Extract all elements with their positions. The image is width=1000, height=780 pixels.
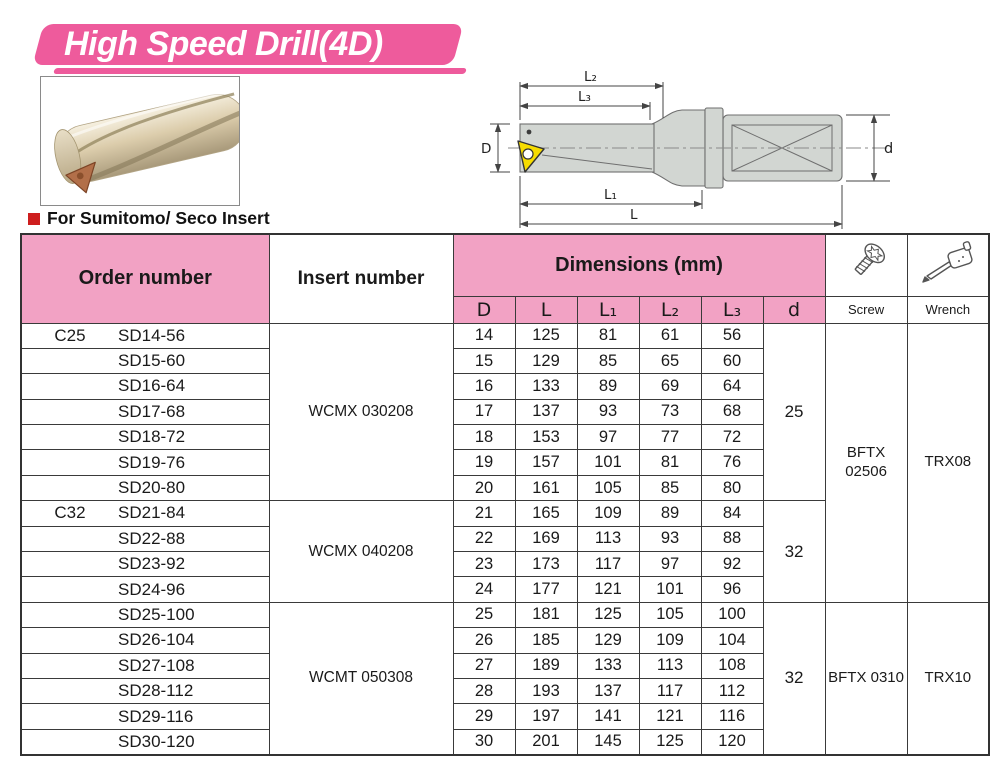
dim-cell: 161	[515, 475, 577, 500]
dim-cell: 120	[701, 729, 763, 754]
dim-cell: 14	[453, 323, 515, 348]
label-L3: L₃	[578, 89, 591, 105]
screw-label: Screw	[825, 296, 907, 323]
dim-cell: 96	[701, 577, 763, 602]
dim-cell: 113	[577, 526, 639, 551]
order-cell	[21, 450, 269, 475]
dim-cell: 20	[453, 475, 515, 500]
screw-icon-cell	[825, 234, 907, 296]
body-screw-dot	[527, 130, 532, 135]
screw-cell: BFTX 0310	[825, 602, 907, 754]
order-cell	[21, 348, 269, 373]
dim-cell: 101	[639, 577, 701, 602]
dim-cell: 73	[639, 399, 701, 424]
order-label: SD17-68	[118, 401, 186, 421]
col-header-L3: L₃	[701, 296, 763, 323]
dim-cell: 81	[639, 450, 701, 475]
order-label: SD14-56	[118, 325, 186, 345]
screw-icon	[840, 240, 892, 286]
order-label: SD21-84	[118, 503, 186, 523]
dim-cell: 125	[515, 323, 577, 348]
dim-cell: 104	[701, 628, 763, 653]
dim-cell: 117	[577, 552, 639, 577]
red-square-bullet-icon	[28, 213, 40, 225]
dim-cell: 93	[577, 399, 639, 424]
dim-cell: 21	[453, 501, 515, 526]
col-header-L2: L₂	[639, 296, 701, 323]
label-L1: L₁	[604, 187, 617, 203]
dim-cell: 133	[515, 374, 577, 399]
dim-cell: 109	[639, 628, 701, 653]
insert-number-header: Insert number	[269, 234, 453, 323]
order-label: SD19-76	[118, 452, 186, 472]
order-label: SD22-88	[118, 528, 186, 548]
dim-cell: 157	[515, 450, 577, 475]
dim-cell: 145	[577, 729, 639, 754]
order-cell	[21, 526, 269, 551]
dim-cell: 84	[701, 501, 763, 526]
dim-cell: 116	[701, 704, 763, 729]
order-label: SD27-108	[118, 655, 195, 675]
dim-cell: 189	[515, 653, 577, 678]
dim-cell: 117	[639, 678, 701, 703]
dimension-diagram	[480, 58, 1000, 230]
label-L2: L₂	[584, 69, 597, 85]
dim-cell: 93	[639, 526, 701, 551]
dim-cell: 29	[453, 704, 515, 729]
col-header-L: L	[515, 296, 577, 323]
order-label: SD20-80	[118, 478, 186, 498]
dim-cell: 89	[639, 501, 701, 526]
order-label: SD23-92	[118, 554, 186, 574]
order-cell	[21, 475, 269, 500]
order-label: SD28-112	[118, 681, 194, 701]
dim-cell: 153	[515, 425, 577, 450]
col-header-D: D	[453, 296, 515, 323]
dim-cell: 30	[453, 729, 515, 754]
dim-cell: 125	[639, 729, 701, 754]
order-cell	[21, 653, 269, 678]
dim-cell: 141	[577, 704, 639, 729]
wrench-cell: TRX08	[907, 323, 989, 602]
dim-cell: 81	[577, 323, 639, 348]
catalog-table-body	[21, 323, 989, 755]
wrench-label: Wrench	[907, 296, 989, 323]
dim-cell: 112	[701, 678, 763, 703]
catalog-table	[20, 233, 990, 756]
order-prefix: C32	[54, 503, 86, 523]
dim-cell: 92	[701, 552, 763, 577]
dim-cell: 101	[577, 450, 639, 475]
order-cell	[21, 501, 269, 526]
dim-cell: 80	[701, 475, 763, 500]
dim-cell: 201	[515, 729, 577, 754]
dim-cell: 60	[701, 348, 763, 373]
order-cell	[21, 374, 269, 399]
shank-diameter-cell: 32	[763, 602, 825, 754]
dim-cell: 77	[639, 425, 701, 450]
label-L: L	[630, 207, 638, 223]
dim-cell: 173	[515, 552, 577, 577]
table-row	[21, 323, 989, 348]
dim-cell: 23	[453, 552, 515, 577]
order-cell	[21, 577, 269, 602]
order-cell	[21, 628, 269, 653]
order-label: SD15-60	[118, 351, 186, 371]
col-header-L1: L₁	[577, 296, 639, 323]
dim-cell: 177	[515, 577, 577, 602]
order-label: SD16-64	[118, 376, 186, 396]
order-number-header: Order number	[21, 234, 269, 323]
header-row-1	[21, 234, 989, 296]
dim-cell: 137	[577, 678, 639, 703]
wrench-icon-cell	[907, 234, 989, 296]
dim-cell: 197	[515, 704, 577, 729]
dim-cell: 185	[515, 628, 577, 653]
dim-cell: 28	[453, 678, 515, 703]
shank-diameter-cell: 32	[763, 501, 825, 603]
dim-cell: 27	[453, 653, 515, 678]
product-photo	[40, 76, 240, 206]
screw-cell: BFTX 02506	[825, 323, 907, 602]
dim-cell: 76	[701, 450, 763, 475]
order-cell	[21, 602, 269, 627]
page-title: High Speed Drill(4D)	[64, 25, 383, 63]
order-label: SD18-72	[118, 427, 186, 447]
label-D: D	[481, 141, 492, 157]
dim-cell: 15	[453, 348, 515, 373]
dim-cell: 18	[453, 425, 515, 450]
wrench-icon	[919, 240, 977, 286]
dim-cell: 85	[639, 475, 701, 500]
order-cell	[21, 729, 269, 754]
order-cell	[21, 678, 269, 703]
dim-cell: 24	[453, 577, 515, 602]
dim-cell: 165	[515, 501, 577, 526]
dim-cell: 65	[639, 348, 701, 373]
insert-note-text: For Sumitomo/ Seco Insert	[47, 208, 270, 228]
dim-cell: 85	[577, 348, 639, 373]
order-label: SD26-104	[118, 630, 195, 650]
dim-cell: 97	[577, 425, 639, 450]
shank-diameter-cell: 25	[763, 323, 825, 501]
order-cell	[21, 323, 269, 348]
dim-cell: 25	[453, 602, 515, 627]
insert-cell: WCMX 040208	[269, 501, 453, 603]
dim-cell: 169	[515, 526, 577, 551]
order-cell	[21, 399, 269, 424]
dim-cell: 193	[515, 678, 577, 703]
insert-note	[28, 208, 270, 229]
order-label: SD29-116	[118, 706, 194, 726]
dim-cell: 125	[577, 602, 639, 627]
dim-cell: 109	[577, 501, 639, 526]
dim-cell: 61	[639, 323, 701, 348]
order-cell	[21, 704, 269, 729]
dim-cell: 88	[701, 526, 763, 551]
table-row	[21, 602, 989, 627]
dim-cell: 105	[639, 602, 701, 627]
dim-cell: 16	[453, 374, 515, 399]
order-cell	[21, 552, 269, 577]
label-d: d	[884, 141, 894, 157]
order-label: SD25-100	[118, 604, 195, 624]
dim-cell: 121	[639, 704, 701, 729]
dim-cell: 129	[515, 348, 577, 373]
dim-cell: 105	[577, 475, 639, 500]
dim-cell: 113	[639, 653, 701, 678]
col-header-d: d	[763, 296, 825, 323]
dim-cell: 72	[701, 425, 763, 450]
dim-cell: 19	[453, 450, 515, 475]
dim-cell: 17	[453, 399, 515, 424]
wrench-cell: TRX10	[907, 602, 989, 754]
order-cell	[21, 425, 269, 450]
title-banner-underline	[53, 68, 467, 74]
order-label: SD24-96	[118, 579, 186, 599]
insert-screw-hole	[523, 149, 533, 159]
dim-cell: 64	[701, 374, 763, 399]
dim-cell: 133	[577, 653, 639, 678]
dim-cell: 108	[701, 653, 763, 678]
dim-cell: 22	[453, 526, 515, 551]
dim-cell: 137	[515, 399, 577, 424]
dim-cell: 181	[515, 602, 577, 627]
insert-cell: WCMX 030208	[269, 323, 453, 501]
dim-cell: 68	[701, 399, 763, 424]
dimensions-header: Dimensions (mm)	[453, 234, 825, 296]
dim-cell: 26	[453, 628, 515, 653]
dim-cell: 100	[701, 602, 763, 627]
dim-cell: 129	[577, 628, 639, 653]
insert-cell: WCMT 050308	[269, 602, 453, 754]
dim-cell: 56	[701, 323, 763, 348]
drill-photo-illustration	[41, 77, 239, 205]
dim-cell: 97	[639, 552, 701, 577]
order-prefix: C25	[54, 325, 86, 345]
dim-cell: 69	[639, 374, 701, 399]
order-label: SD30-120	[118, 731, 195, 751]
dim-cell: 121	[577, 577, 639, 602]
dim-cell: 89	[577, 374, 639, 399]
